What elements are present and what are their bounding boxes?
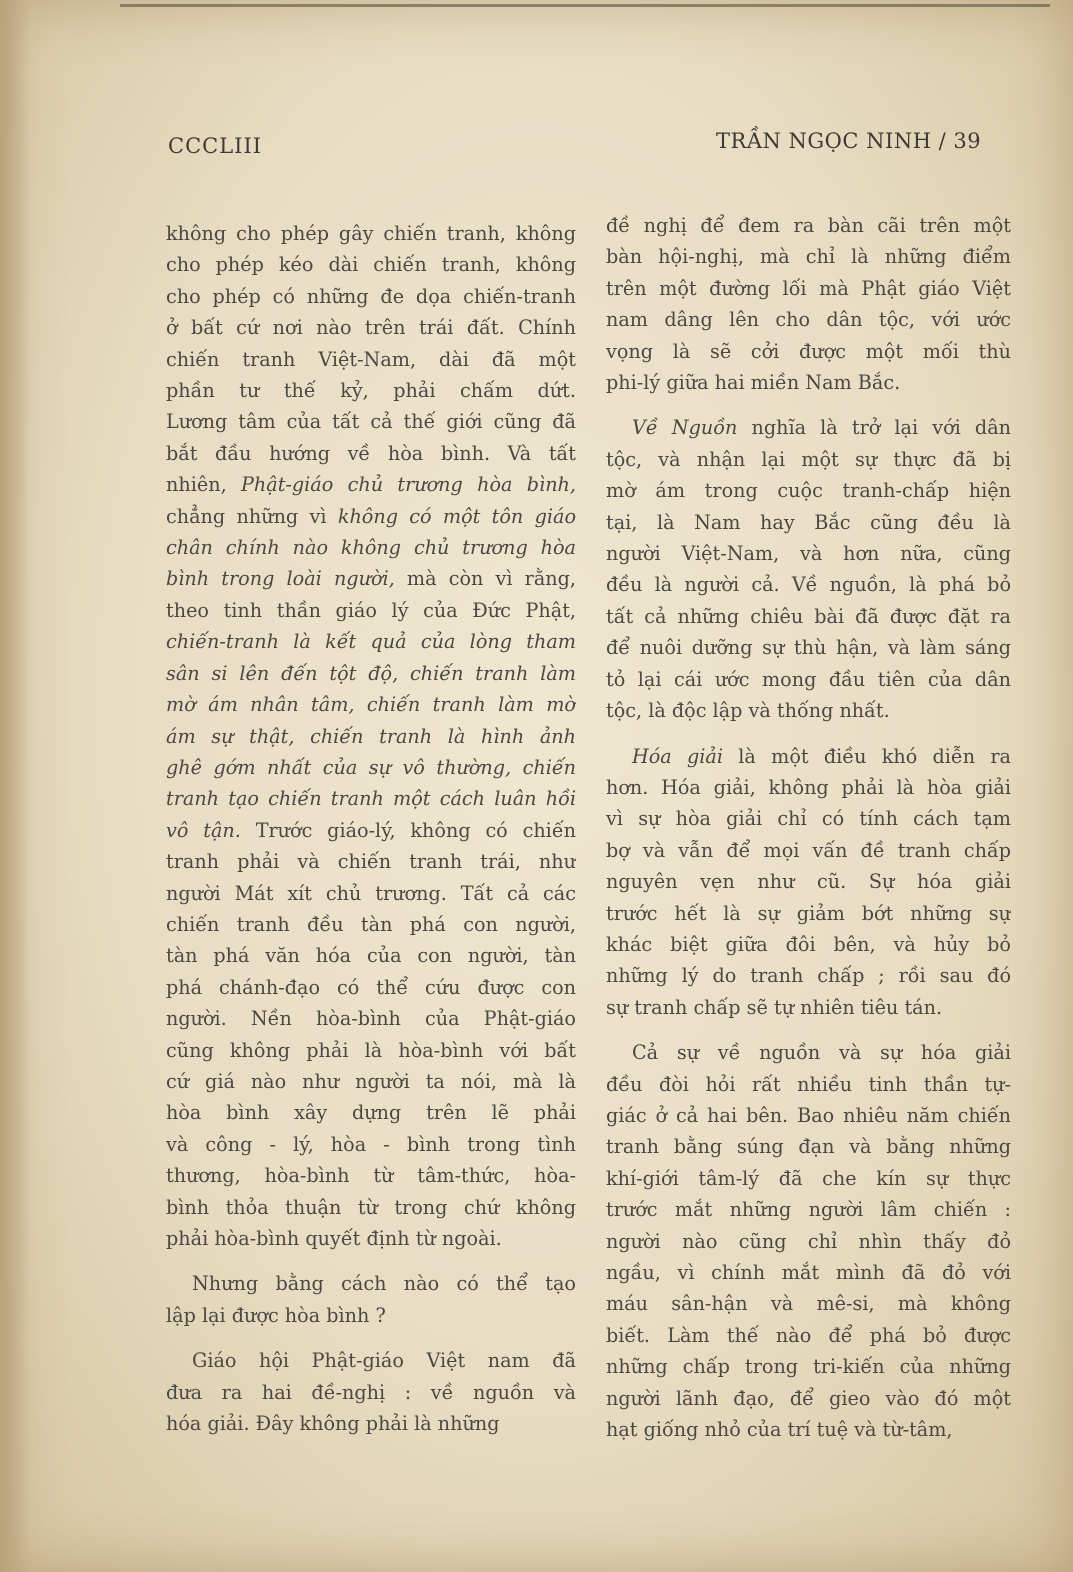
text-line [606,835,1011,866]
text-line [166,658,576,689]
text-line [166,1192,576,1223]
text-line [166,249,576,280]
page-edge-shadow [0,0,30,1572]
text-line [166,878,576,909]
text-segment: đề nghị để đem ra bàn cãi trên một [606,214,1011,237]
text-segment: biết. Làm thế nào để phá bỏ được [606,1323,1011,1347]
text-segment: người Mát xít chủ trương. Tất cả các [166,881,576,905]
text-segment: đều là người cả. Về nguồn, là phá bỏ [606,573,1011,597]
text-segment: tàn phá văn hóa của con người, tàn [166,944,576,968]
text-line [166,626,576,657]
text-segment: nghĩa là trở lại với dân [737,416,1011,440]
text-segment: Lương tâm của tất cả thế giới cũng đã [166,410,576,434]
text-segment: đều đòi hỏi rất nhiều tinh thần tự- [606,1072,1011,1096]
text-line [606,1037,1011,1068]
text-segment: máu sân-hận và mê-si, mà không [606,1292,1011,1316]
paragraph [166,218,576,1254]
text-line [606,444,1011,475]
text-segment: không cho phép gây chiến tranh, không [166,222,576,245]
text-segment: khác biệt giữa đôi bên, và hủy bỏ [606,932,1011,956]
text-line [166,972,576,1003]
text-line [606,336,1011,367]
text-segment: tộc, là độc lập và thống nhất. [606,699,890,723]
text-line [606,475,1011,506]
text-segment: mờ ám trong cuộc tranh-chấp hiện [606,479,1011,503]
text-segment: cũng không phải là hòa-bình với bất [166,1038,576,1062]
text-line [606,1226,1011,1257]
text-segment: cho phép kéo dài chiến tranh, không [166,253,576,277]
text-line [166,312,576,343]
text-line [606,664,1011,695]
text-segment: Phật-giáo chủ trương hòa bình, [240,473,576,497]
text-segment: bợ và vẫn để mọi vấn đề tranh chấp [606,838,1011,862]
text-line [606,632,1011,663]
text-segment: người. Nền hòa-bình của Phật-giáo [166,1007,576,1031]
text-line [166,406,576,437]
text-line [606,898,1011,929]
right-column [606,210,1011,1445]
text-segment: tất cả những chiêu bài đã được đặt ra [606,604,1011,628]
text-segment: chiến tranh Việt-Nam, dài đã một [166,347,576,371]
text-line [606,1194,1011,1225]
text-line [606,695,1011,726]
text-segment: Hóa giải [632,744,723,768]
text-segment: những lý do tranh chấp ; rồi sau đó [606,964,1011,988]
text-line [166,721,576,752]
text-segment: bắt đầu hướng về hòa bình. Và tất [166,441,576,465]
text-segment: nam dâng lên cho dân tộc, với ước [606,308,1011,332]
text-line [166,1066,576,1097]
text-line [166,375,576,406]
text-line [166,1268,576,1299]
text-line [166,1408,576,1439]
text-segment: tỏ lại cái ước mong đầu tiên của dân [606,667,1011,691]
text-line [166,940,576,971]
text-segment: khí-giới tâm-lý đã che kín sự thực [606,1166,1011,1190]
text-segment: đưa ra hai đề-nghị : về nguồn và [166,1380,576,1404]
paragraph [166,1345,576,1439]
text-segment: phải hòa-bình quyết định từ ngoài. [166,1227,502,1250]
text-line [166,501,576,532]
text-line [166,909,576,940]
text-segment: Nhưng bằng cách nào có thể tạo [192,1272,576,1296]
text-line [166,752,576,783]
text-line [606,412,1011,443]
text-line [606,1069,1011,1100]
text-line [166,1300,576,1331]
text-line [606,538,1011,569]
text-segment: tranh phải và chiến tranh trái, như [166,850,576,874]
text-line [166,846,576,877]
text-line [606,866,1011,897]
text-line [606,960,1011,991]
text-line [166,281,576,312]
paragraph [606,210,1011,398]
text-line [166,1160,576,1191]
page-header-section-number: CCCLIII [168,134,263,158]
text-segment: vì sự hòa giải chỉ có tính cách tạm [606,807,1011,831]
text-segment: chiến-tranh là kết quả của lòng tham [166,630,576,654]
text-line [606,273,1011,304]
text-segment: Trước giáo-lý, không có chiến [240,818,576,842]
text-segment: mà còn vì rằng, [394,567,576,591]
text-segment: sân si lên đến tột độ, chiến tranh làm [166,661,576,685]
text-segment: hơn. Hóa giải, không phải là hòa giải [606,775,1011,799]
paragraph [166,1268,576,1331]
text-segment: ám sự thật, chiến tranh là hình ảnh [166,724,576,748]
text-line [606,601,1011,632]
text-segment: theo tinh thần giáo lý của Đức Phật, [166,598,576,622]
text-segment: Cả sự về nguồn và sự hóa giải [632,1041,1011,1065]
text-segment: giác ở cả hai bên. Bao nhiêu năm chiến [606,1103,1011,1127]
text-segment: hạt giống nhỏ của trí tuệ và từ-tâm, [606,1418,953,1442]
top-rule [120,4,1050,7]
text-line [166,532,576,563]
text-segment: tranh tạo chiến tranh một cách luân hồi [166,787,576,811]
text-segment: tại, là Nam hay Bắc cũng đều là [606,510,1011,534]
text-line [606,741,1011,772]
text-segment: trước mắt những người lâm chiến : [606,1198,1011,1222]
text-line [166,595,576,626]
text-line [606,210,1011,241]
text-line [606,1163,1011,1194]
text-segment: vọng là sẽ cởi được một mối thù [606,339,1011,363]
text-segment: chẳng những vì [166,504,338,528]
text-line [166,1035,576,1066]
paragraph [606,741,1011,1024]
text-segment: nguyên vẹn như cũ. Sự hóa giải [606,870,1011,894]
text-segment: để nuôi dưỡng sự thù hận, và làm sáng [606,636,1011,660]
text-line [166,1377,576,1408]
text-line [606,772,1011,803]
text-line [606,1320,1011,1351]
paragraph [606,1037,1011,1445]
text-segment: tộc, và nhận lại một sự thực đã bị [606,447,1011,471]
text-line [606,1288,1011,1319]
text-segment: phá chánh-đạo có thể cứu được con [166,975,576,999]
text-segment: lập lại được hòa bình ? [166,1303,386,1327]
text-line [606,304,1011,335]
text-line [166,438,576,469]
text-line [606,1100,1011,1131]
text-line [166,563,576,594]
text-line [166,218,576,249]
text-line [606,241,1011,272]
text-line [606,992,1011,1023]
text-line [166,1003,576,1034]
text-line [166,1345,576,1376]
text-segment: trên một đường lối mà Phật giáo Việt [606,276,1011,300]
text-line [166,689,576,720]
text-line [166,1223,576,1254]
text-segment: phi-lý giữa hai miền Nam Bắc. [606,371,901,395]
text-segment: người lãnh đạo, để gieo vào đó một [606,1386,1011,1410]
text-segment: và công - lý, hòa - bình trong tình [166,1132,576,1156]
text-segment: thương, hòa-bình từ tâm-thức, hòa- [166,1164,576,1188]
text-line [606,569,1011,600]
text-segment: tranh bằng súng đạn và bằng những [606,1135,1011,1159]
text-segment: là một điều khó diễn ra [723,744,1011,768]
text-segment: mờ ám nhân tâm, chiến tranh làm mờ [166,693,576,717]
text-line [606,1351,1011,1382]
text-segment: cứ giá nào như người ta nói, mà là [166,1069,576,1093]
text-line [606,929,1011,960]
text-segment: những chấp trong tri-kiến của những [606,1355,1011,1379]
text-segment: trước hết là sự giảm bớt những sự [606,901,1011,925]
text-line [166,1129,576,1160]
text-line [606,1131,1011,1162]
text-line [606,1414,1011,1445]
paragraph [606,412,1011,726]
text-segment: bình trong loài người, [166,567,395,591]
page-header-author-page: TRẦN NGỌC NINH / 39 [716,129,982,153]
text-segment: vô tận. [166,818,241,842]
text-line [606,1257,1011,1288]
text-segment: nhiên, [166,473,241,497]
text-line [166,783,576,814]
text-line [606,1383,1011,1414]
text-segment: hóa giải. Đây không phải là những [166,1412,500,1436]
text-segment: bình thỏa thuận từ trong chứ không [166,1195,576,1219]
text-segment: người Việt-Nam, và hơn nữa, cũng [606,542,1011,566]
text-line [166,344,576,375]
left-column [166,218,576,1439]
text-segment: chiến tranh đều tàn phá con người, [166,912,576,936]
text-segment: cho phép có những đe dọa chiến-tranh [166,284,576,308]
text-segment: Về Nguồn [632,416,738,440]
text-segment: Giáo hội Phật-giáo Việt nam đã [192,1349,576,1373]
text-line [606,367,1011,398]
text-segment: ngầu, vì chính mắt mình đã đỏ với [606,1261,1011,1284]
text-segment: sự tranh chấp sẽ tự nhiên tiêu tán. [606,995,943,1019]
text-segment: ghê gớm nhất của sự vô thường, chiến [166,755,576,779]
text-line [166,469,576,500]
text-segment: hòa bình xây dựng trên lẽ phải [166,1101,576,1125]
text-line [606,507,1011,538]
text-segment: phần tư thế kỷ, phải chấm dứt. [166,379,576,403]
text-segment: không có một tôn giáo [337,504,576,528]
text-segment: chân chính nào không chủ trương hòa [166,536,576,560]
text-segment: bàn hội-nghị, mà chỉ là những điểm [606,245,1011,269]
text-line [166,815,576,846]
text-segment: ở bất cứ nơi nào trên trái đất. Chính [166,316,576,340]
text-line [606,803,1011,834]
text-line [166,1097,576,1128]
text-segment: người nào cũng chỉ nhìn thấy đỏ [606,1229,1011,1253]
